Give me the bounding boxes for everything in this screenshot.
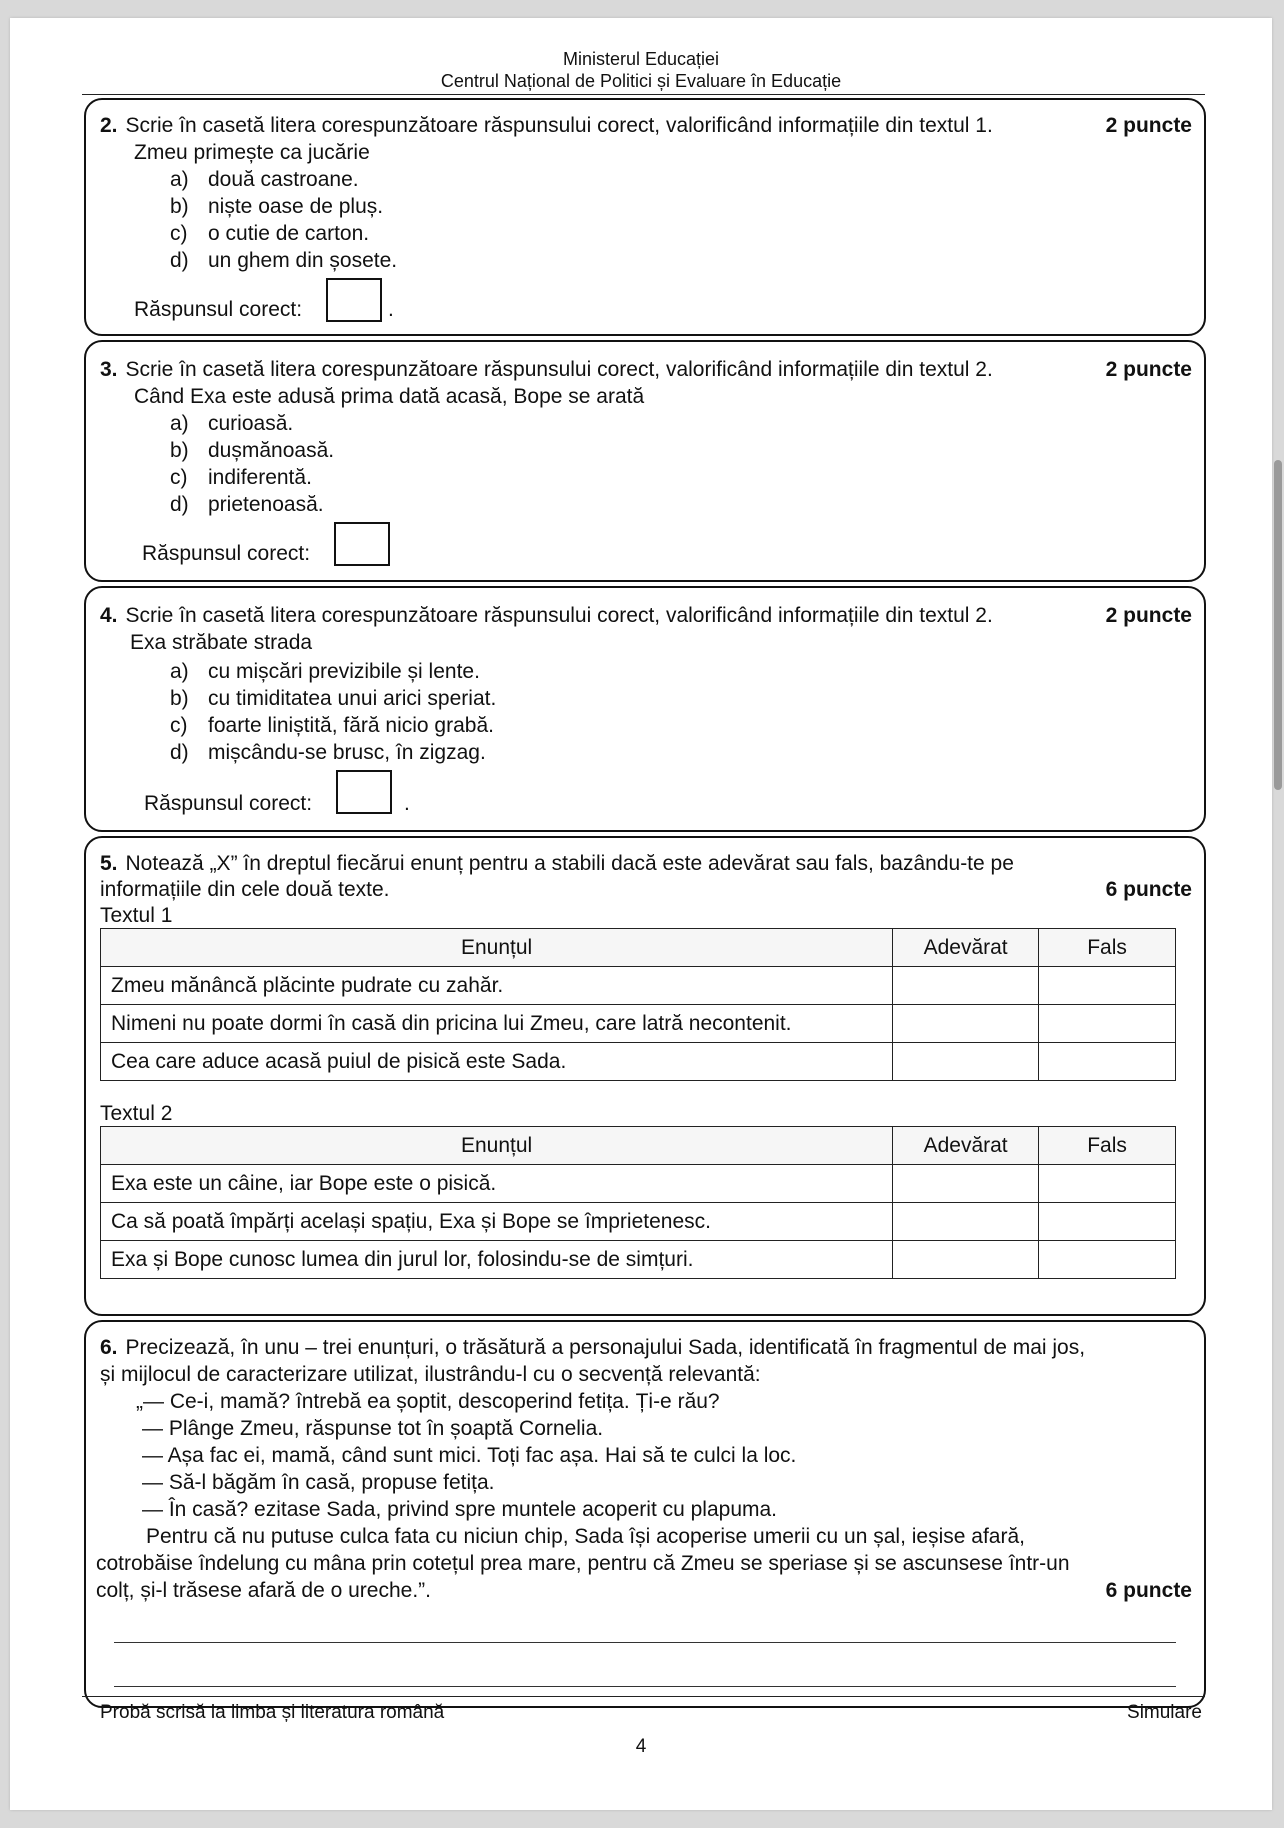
question-4-option-d: d) mișcându-se brusc, în zigzag.	[170, 741, 486, 764]
table-1	[100, 928, 1176, 1081]
fragment-paragraph-2: cotrobăise îndelung cu mâna prin cotețul prea mare, pentru că Zmeu se speriase și se ascunsese într-un	[96, 1552, 1070, 1575]
question-2-prompt	[100, 112, 1192, 139]
exam-page	[10, 18, 1272, 1810]
table-1-header-false: Fals	[1039, 929, 1176, 967]
question-3-box	[84, 340, 1206, 582]
table-2-header-row	[101, 1127, 1176, 1165]
question-3-option-d: d) prietenoasă.	[170, 493, 324, 516]
question-6-text-2: și mijlocul de caracterizare utilizat, ilustrându-l cu o secvență relevantă:	[100, 1363, 761, 1386]
table-2-header-false: Fals	[1039, 1127, 1176, 1165]
scrollbar-thumb[interactable]	[1274, 460, 1282, 790]
page-number: 4	[635, 1736, 647, 1757]
fragment-line-2: — Plânge Zmeu, răspunse tot în șoaptă Cornelia.	[142, 1417, 604, 1440]
question-3-option-a: a) curioasă.	[170, 412, 294, 435]
question-2-stem: Zmeu primește ca jucărie	[134, 141, 370, 164]
table-1-false-cell-1[interactable]	[1039, 967, 1176, 1005]
page-header	[10, 48, 1272, 92]
question-6-prompt	[100, 1334, 1192, 1361]
question-6-number: 6.	[100, 1336, 118, 1359]
fragment-line-4: — Să-l băgăm în casă, propuse fetița.	[142, 1471, 495, 1494]
answer-line-2[interactable]	[114, 1686, 1176, 1687]
table-row	[101, 1241, 1176, 1279]
table-2	[100, 1126, 1176, 1279]
page-footer	[100, 1702, 1202, 1724]
question-4-option-a: a) cu mișcări previzibile și lente.	[170, 660, 480, 683]
table-1-header-true: Adevărat	[893, 929, 1039, 967]
table-2-header-true: Adevărat	[893, 1127, 1039, 1165]
header-divider	[82, 94, 1205, 95]
table-row	[101, 1043, 1176, 1081]
question-4-option-b: b) cu timiditatea unui arici speriat.	[170, 687, 497, 710]
table-1-true-cell-3[interactable]	[893, 1043, 1039, 1081]
table-2-statement-1: Exa este un câine, iar Bope este o pisică.	[101, 1165, 893, 1203]
table-2-true-cell-3[interactable]	[893, 1241, 1039, 1279]
question-2-option-c: c) o cutie de carton.	[170, 222, 370, 245]
table-1-false-cell-3[interactable]	[1039, 1043, 1176, 1081]
question-4-answer-box[interactable]	[336, 770, 392, 814]
question-3-option-b: b) dușmănoasă.	[170, 439, 335, 462]
question-5-text-1: Notează „X” în dreptul fiecărui enunț pentru a stabili dacă este adevărat sau fals, bazându-te pe	[125, 852, 1014, 875]
question-4-number: 4.	[100, 604, 118, 627]
table-row	[101, 1203, 1176, 1241]
table-2-title: Textul 2	[100, 1102, 173, 1125]
question-2-points: 2 puncte	[1105, 114, 1192, 137]
question-6-text-1: Precizează, în unu – trei enunțuri, o trăsătură a personajului Sada, identificată în fragmentul de mai jos,	[125, 1336, 1086, 1359]
table-1-statement-2: Nimeni nu poate dormi în casă din pricina lui Zmeu, care latră necontenit.	[101, 1005, 893, 1043]
table-1-header-row	[101, 929, 1176, 967]
question-4-text: Scrie în casetă litera corespunzătoare răspunsului corect, valorificând informațiile din textul 2.	[125, 604, 993, 627]
question-4-answer-period: .	[404, 792, 410, 815]
question-4-points: 2 puncte	[1105, 604, 1192, 627]
question-3-answer-label: Răspunsul corect:	[142, 542, 311, 565]
table-2-true-cell-2[interactable]	[893, 1203, 1039, 1241]
table-2-false-cell-2[interactable]	[1039, 1203, 1176, 1241]
fragment-line-3: — Așa fac ei, mamă, când sunt mici. Toți fac așa. Hai să te culci la loc.	[142, 1444, 797, 1467]
table-row	[101, 1005, 1176, 1043]
question-5-text-2: informațiile din cele două texte.	[100, 878, 390, 901]
table-row	[101, 967, 1176, 1005]
table-row	[101, 1165, 1176, 1203]
question-2-answer-label: Răspunsul corect:	[134, 298, 303, 321]
question-5-prompt	[100, 850, 1192, 877]
fragment-line-5: — În casă? ezitase Sada, privind spre muntele acoperit cu plapuma.	[142, 1498, 778, 1521]
footer-right: Simulare	[1127, 1702, 1202, 1723]
table-1-header-statement: Enunțul	[101, 929, 893, 967]
table-2-true-cell-1[interactable]	[893, 1165, 1039, 1203]
table-1-statement-3: Cea care aduce acasă puiul de pisică este Sada.	[101, 1043, 893, 1081]
question-5-points: 6 puncte	[1105, 878, 1192, 901]
question-5-box	[84, 836, 1206, 1316]
question-2-option-b: b) niște oase de pluș.	[170, 195, 384, 218]
question-6-box	[84, 1320, 1206, 1708]
question-2-option-a: a) două castroane.	[170, 168, 359, 191]
answer-line-1[interactable]	[114, 1642, 1176, 1643]
table-1-statement-1: Zmeu mănâncă plăcinte pudrate cu zahăr.	[101, 967, 893, 1005]
table-2-false-cell-3[interactable]	[1039, 1241, 1176, 1279]
question-2-answer-period: .	[388, 298, 394, 321]
question-4-stem: Exa străbate strada	[130, 631, 313, 654]
footer-divider	[82, 1696, 1205, 1697]
question-2-answer-box[interactable]	[326, 278, 382, 322]
table-1-title: Textul 1	[100, 904, 173, 927]
header-center: Centrul Național de Politici și Evaluare în Educație	[440, 71, 842, 91]
fragment-paragraph-1: Pentru că nu putuse culca fata cu niciun chip, Sada își acoperise umerii cu un șal, ieșise afară,	[146, 1525, 1025, 1548]
table-1-true-cell-1[interactable]	[893, 967, 1039, 1005]
question-3-text: Scrie în casetă litera corespunzătoare răspunsului corect, valorificând informațiile din textul 2.	[125, 358, 993, 381]
header-ministry: Ministerul Educației	[562, 49, 720, 69]
question-5-prompt-cont	[100, 876, 1192, 903]
footer-left: Probă scrisă la limba și literatura română	[100, 1702, 445, 1723]
question-3-prompt	[100, 356, 1192, 383]
table-2-statement-3: Exa și Bope cunosc lumea din jurul lor, folosindu-se de simțuri.	[101, 1241, 893, 1279]
question-3-stem: Când Exa este adusă prima dată acasă, Bope se arată	[134, 385, 645, 408]
table-2-statement-2: Ca să poată împărți același spațiu, Exa și Bope se împrietenesc.	[101, 1203, 893, 1241]
table-2-header-statement: Enunțul	[101, 1127, 893, 1165]
table-1-false-cell-2[interactable]	[1039, 1005, 1176, 1043]
question-4-option-c: c) foarte liniștită, fără nicio grabă.	[170, 714, 494, 737]
question-2-text: Scrie în casetă litera corespunzătoare răspunsului corect, valorificând informațiile din textul 1.	[125, 114, 993, 137]
question-2-box	[84, 98, 1206, 336]
question-4-answer-label: Răspunsul corect:	[144, 792, 313, 815]
fragment-line-1: „— Ce-i, mamă? întrebă ea șoptit, descoperind fetița. Ți-e rău?	[136, 1390, 720, 1413]
question-4-box	[84, 586, 1206, 832]
question-3-answer-box[interactable]	[334, 522, 390, 566]
question-3-option-c: c) indiferentă.	[170, 466, 312, 489]
question-3-points: 2 puncte	[1105, 358, 1192, 381]
question-2-number: 2.	[100, 114, 118, 137]
question-6-points: 6 puncte	[1105, 1579, 1192, 1602]
question-4-prompt	[100, 602, 1192, 629]
question-5-number: 5.	[100, 852, 118, 875]
question-2-option-d: d) un ghem din șosete.	[170, 249, 398, 272]
table-2-false-cell-1[interactable]	[1039, 1165, 1176, 1203]
table-1-true-cell-2[interactable]	[893, 1005, 1039, 1043]
question-3-number: 3.	[100, 358, 118, 381]
fragment-paragraph-3: colț, și-l trăsese afară de o ureche.”.	[96, 1579, 431, 1602]
